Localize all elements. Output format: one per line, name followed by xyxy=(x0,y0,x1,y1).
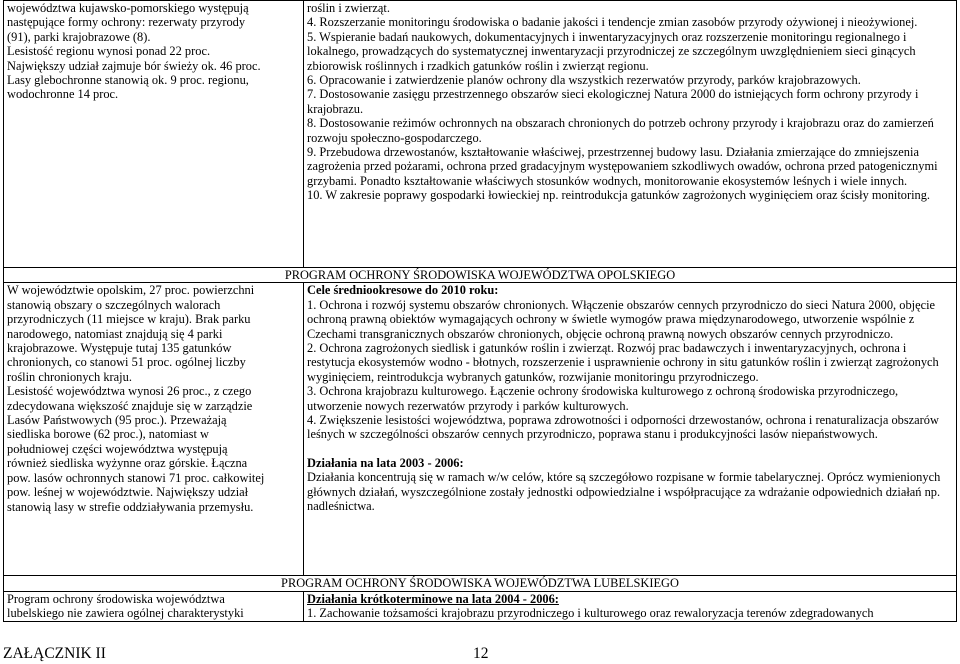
table-row xyxy=(4,591,957,621)
list-item: 9. Przebudowa drzewostanów, kształtowanie właściwej, przestrzennej budowy lasu. Działania zmierzające do zmniejszenia zagrożenia przed pożarami, ochrona przed gradacyjnym występowaniem szkodliwych owadów, ochrona przed patogenicznymi grzybami. Ponadto kształtowanie właściwych stosunków wodnych, monitorowanie ekosystemów leśnych i wiele innych. xyxy=(307,145,938,188)
short-term-heading: Działania krótkoterminowe na lata 2004 - 2006: xyxy=(307,591,559,606)
list-item: 2. Ochrona zagrożonych siedlisk i gatunków roślin i zwierząt. Rozwój prac badawczych i inwentaryzacyjnych, ochrona i restytucja ekosystemów wodno - błotnych, rozszerzenie i usprawnienie ochrony in situ gatunków roślin i zwierząt zagrożonych wyginięciem, reintrodukcja wybranych gatunków, rozwijanie monitoringu przyrodniczego. xyxy=(307,341,939,384)
spacer xyxy=(307,442,953,456)
list-item: roślin i zwierząt. xyxy=(307,1,390,15)
actions-text: Działania koncentrują się w ramach w/w celów, które są szczegółowo rozpisane w formie tabelarycznej. Oprócz wymienionych głównych działań, wyszczególnione zostały jednostki odpowiedzialne i współpracujące za wdrażanie odpowiednich działań np. nadleśnictwa. xyxy=(307,470,941,514)
annex-label: ZAŁĄCZNIK II xyxy=(3,645,106,662)
actions-heading: Działania na lata 2003 - 2006: xyxy=(307,455,464,470)
page-footer xyxy=(0,644,960,664)
list-item: 1. Ochrona i rozwój systemu obszarów chronionych. Włączenie obszarów cennych przyrodniczo do sieci Natura 2000, objęcie ochroną prawną obiektów wymagających ochrony w świetle wymogów prawa międzynarodowego, utworzenie wspólnie z Czechami transgranicznych obszarów chronionych, objęcie ochroną prawną nowych obszarów cennych przyrodniczo. xyxy=(307,297,936,341)
table-row xyxy=(4,268,957,283)
list-item: 1. Zachowanie tożsamości krajobrazu przyrodniczego i kulturowego oraz rewaloryzacja terenów zdegradowanych xyxy=(307,606,874,621)
opolskie-description: W województwie opolskim, 27 proc. powierzchni stanowią obszary o szczególnych walorach przyrodniczych (11 miejsce w kraju). Brak parku narodowego, natomiast znajdują się 4 parki krajobrazowe. Występuje tutaj 135 gatunków chronionych, co stanowi 51 proc. ogólnej liczby roślin chronionych kraju. Lesistość województwa wynosi 26 proc., z czego zdecydowana większość znajduje się w zarządzie Lasów Państwowych (95 proc.). Przeważają siedliska borowe (62 proc.), natomiast w południowej części województwa występują również siedliska wyżynne oraz górskie. Łączna pow. lasów ochronnych stanowi 71 proc. całkowitej pow. leśnej w województwie. Największy udział stanowią lasy w strefie oddziaływania przemysłu. xyxy=(4,283,304,576)
lubelskie-description: Program ochrony środowiska województwa lubelskiego nie zawiera ogólnej charakterystyki xyxy=(4,591,304,621)
table-row xyxy=(4,576,957,591)
list-item: 8. Dostosowanie reżimów ochronnych na obszarach chronionych do potrzeb ochrony przyrody i krajobrazu oraz do zamierzeń rozwoju społeczno-gospodarczego. xyxy=(307,116,934,145)
opolskie-goals xyxy=(304,283,957,576)
list-item: 7. Dostosowanie zasięgu przestrzennego obszarów sieci ekologicznej Natura 2000 do istniejących form ochrony przyrody i krajobrazu. xyxy=(307,87,919,116)
section-heading-opolskie: PROGRAM OCHRONY ŚRODOWISKA WOJEWÓDZTWA OPOLSKIEGO xyxy=(4,268,957,283)
goals-heading: Cele średniookresowe do 2010 roku: xyxy=(307,283,499,298)
table-row xyxy=(4,1,957,268)
table-row xyxy=(4,283,957,576)
list-item: 3. Ochrona krajobrazu kulturowego. Łączenie ochrony środowiska kulturowego z ochroną środowiska przyrodniczego, utworzenie nowych rezerwatów przyrody i parków kulturowych. xyxy=(307,384,899,413)
kujawsko-pomorskie-description: województwa kujawsko-pomorskiego występują następujące formy ochrony: rezerwaty przyrody (91), parki krajobrazowe (8). Lesistość regionu wynosi ponad 22 proc. Największy udział zajmuje bór świeży ok. 46 proc. Lasy glebochronne stanowią ok. 9 proc. regionu, wodochronne 14 proc. xyxy=(4,1,304,268)
lubelskie-actions xyxy=(304,591,957,621)
list-item: 6. Opracowanie i zatwierdzenie planów ochrony dla wszystkich rezerwatów przyrody, parków krajobrazowych. xyxy=(307,73,861,88)
section-heading-lubelskie: PROGRAM OCHRONY ŚRODOWISKA WOJEWÓDZTWA LUBELSKIEGO xyxy=(4,576,957,591)
list-item: 4. Rozszerzanie monitoringu środowiska o badanie jakości i tendencje zmian zasobów przyrody ożywionej i nieożywionej. xyxy=(307,15,918,30)
list-item: 4. Zwiększenie lesistości województwa, poprawa zdrowotności i odporności drzewostanów, ochrona i renaturalizacja obszarów leśnych w szczególności obszarów cennych przyrodniczo, poprawa stanu i produkcyjności lasów niepaństwowych. xyxy=(307,413,939,442)
page-number: 12 xyxy=(473,645,489,662)
document-table xyxy=(3,0,957,622)
kujawsko-pomorskie-goals xyxy=(304,1,957,268)
list-item: 10. W zakresie poprawy gospodarki łowieckiej np. reintrodukcja gatunków zagrożonych wyginięciem oraz ścisły monitoring. xyxy=(307,188,931,203)
list-item: 5. Wspieranie badań naukowych, dokumentacyjnych i inwentaryzacyjnych oraz rozszerzenie monitoringu regionalnego i lokalnego, prowadzących do systematycznej inwentaryzacji przyrodniczej ze szczególnym uwzględnieniem sieci ginących zbiorowisk roślinnych i rzadkich gatunków roślin i zwierząt regionu. xyxy=(307,29,916,73)
